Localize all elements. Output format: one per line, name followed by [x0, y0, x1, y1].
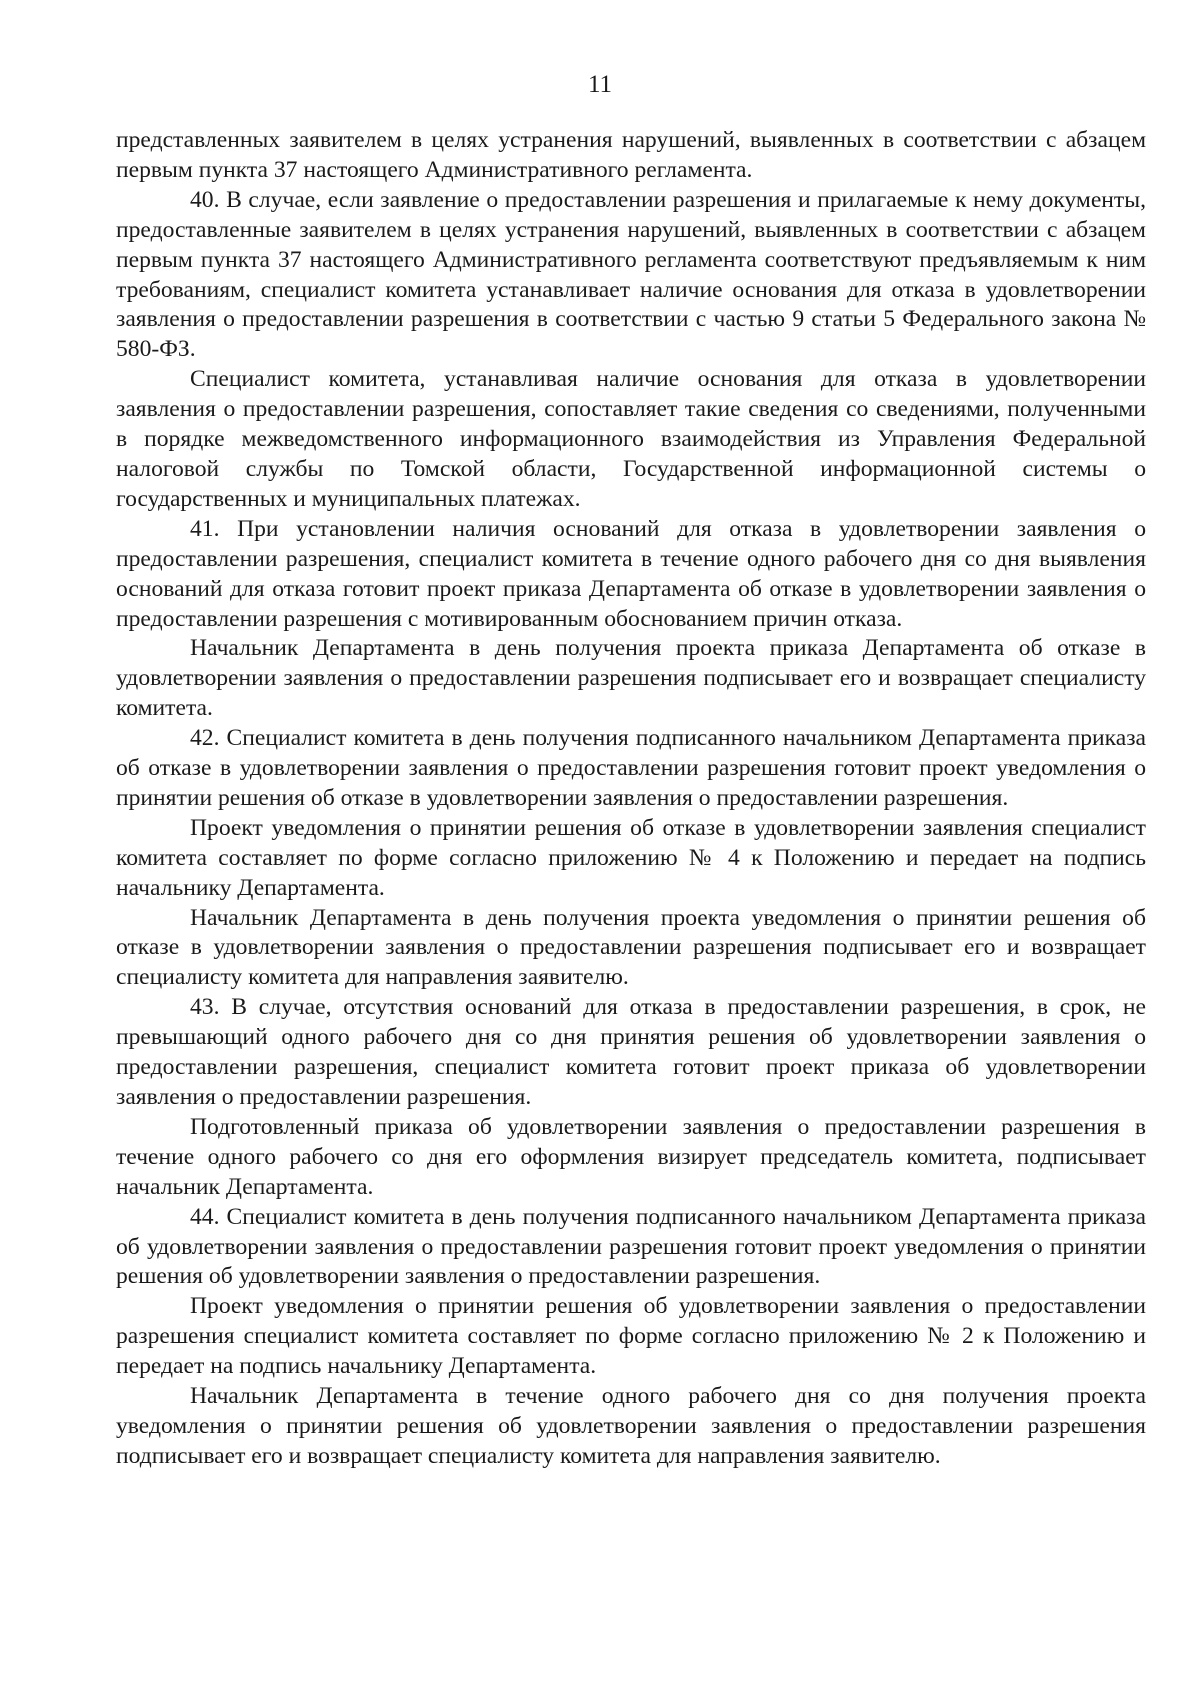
- paragraph-item-44-draft: Проект уведомления о принятии решения об удовлетворении заявления о предоставлении разрешения специалист комитета составляет по форме согласно приложению № 2 к Положению и передает на подпись начальнику Департамента.: [116, 1293, 1146, 1380]
- paragraph-item-43: 43. В случае, отсутствия оснований для отказа в предоставлении разрешения, в срок, не превышающий одного рабочего дня со дня принятия решения об удовлетворении заявления о предоставлении разрешения, специалист комитета готовит проект приказа об удовлетворении заявления о предоставлении разрешения.: [116, 994, 1146, 1110]
- paragraph-item-42-head: Начальник Департамента в день получения проекта уведомления о принятии решения об отказе в удовлетворении заявления о предоставлении разрешения подписывает его и возвращает специалисту комитета для направления заявителю.: [116, 904, 1146, 991]
- paragraph-item-44-head: Начальник Департамента в течение одного рабочего дня со дня получения проекта уведомления о принятии решения об удовлетворении заявления о предоставлении разрешения подписывает его и возвращает специалисту комитета для направления заявителю.: [116, 1383, 1146, 1469]
- paragraph-item-44: 44. Специалист комитета в день получения подписанного начальником Департамента приказа об удовлетворении заявления о предоставлении разрешения готовит проект уведомления о принятии решения об удовлетворении заявления о предоставлении разрешения.: [116, 1203, 1146, 1290]
- paragraph-item-41: 41. При установлении наличия оснований для отказа в удовлетворении заявления о предоставлении разрешения, специалист комитета в течение одного рабочего дня со дня выявления оснований для отказа готовит проект приказа Департамента об отказе в удовлетворении заявления о предоставлении разрешения с мотивированным обоснованием причин отказа.: [116, 515, 1146, 632]
- document-body: [116, 126, 1146, 1472]
- paragraph-item-42-draft: Проект уведомления о принятии решения об отказе в удовлетворении заявления специалист комитета составляет по форме согласно приложению № 4 к Положению и передает на подпись начальнику Департамента.: [116, 814, 1146, 901]
- paragraph-item-40-specialist: Специалист комитета, устанавливая наличие основания для отказа в удовлетворении заявления о предоставлении разрешения, сопоставляет такие сведения со сведениями, полученными в порядке межведомственного информационного взаимодействия из Управления Федеральной налоговой службы по Томской области, Государственной информационной системы о государственных и муниципальных платежах.: [116, 366, 1146, 512]
- paragraph-item-41-head: Начальник Департамента в день получения проекта приказа Департамента об отказе в удовлетворении заявления о предоставлении разрешения подписывает его и возвращает специалисту комитета.: [116, 635, 1146, 722]
- paragraph-item-40: 40. В случае, если заявление о предоставлении разрешения и прилагаемые к нему документы, предоставленные заявителем в целях устранения нарушений, выявленных в соответствии с абзацем первым пункта 37 настоящего Административного регламента соответствуют предъявляемым к ним требованиям, специалист комитета устанавливает наличие основания для отказа в удовлетворении заявления о предоставлении разрешения в соответствии с частью 9 статьи 5 Федерального закона № 580-ФЗ.: [116, 186, 1146, 363]
- paragraph-item-42: 42. Специалист комитета в день получения подписанного начальником Департамента приказа об отказе в удовлетворении заявления о предоставлении разрешения готовит проект уведомления о принятии решения об отказе в удовлетворении заявления о предоставлении разрешения.: [116, 725, 1146, 811]
- paragraph-continuation: представленных заявителем в целях устранения нарушений, выявленных в соответствии с абзацем первым пункта 37 настоящего Административного регламента.: [116, 127, 1146, 183]
- paragraph-item-43-order: Подготовленный приказа об удовлетворении заявления о предоставлении разрешения в течение одного рабочего со дня его оформления визирует председатель комитета, подписывает начальник Департамента.: [116, 1113, 1146, 1200]
- page-number: 11: [587, 71, 613, 98]
